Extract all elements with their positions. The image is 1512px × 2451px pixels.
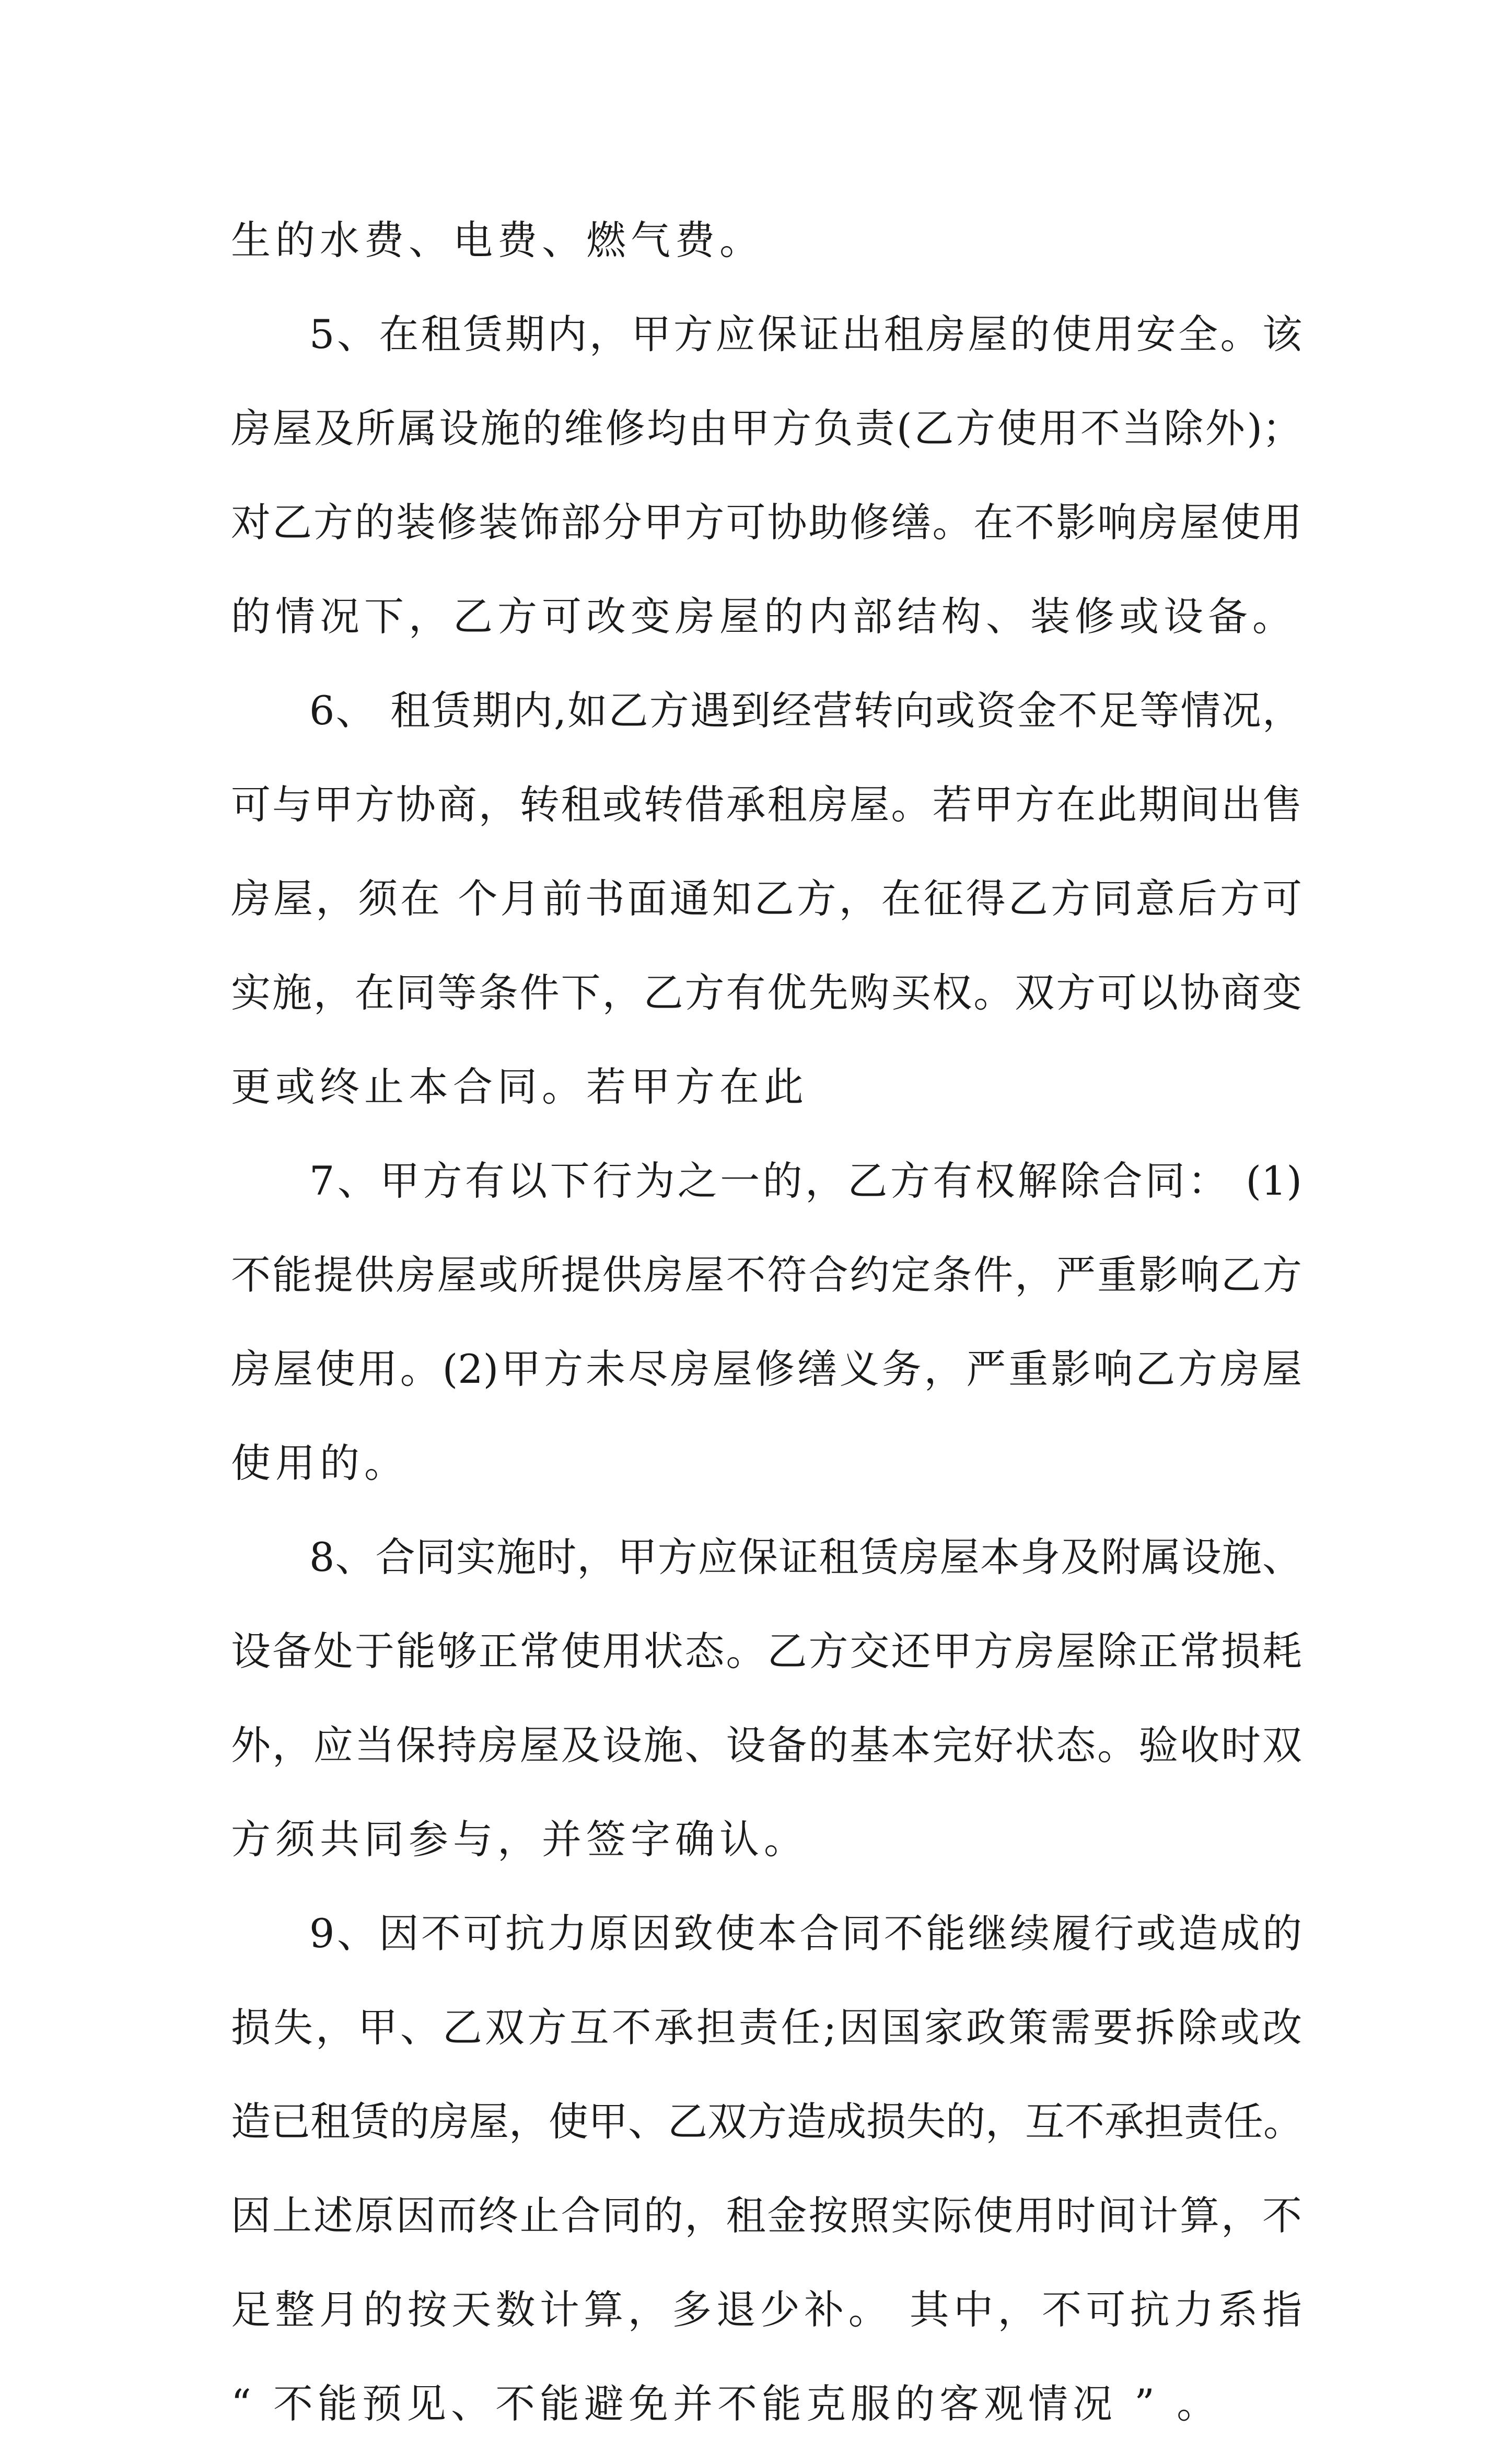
clause-6-line-5: 更或终止本合同。若甲方在此 bbox=[231, 1063, 808, 1110]
clause-5-line-1: 5、在租赁期内，甲方应保证出租房屋的使用安全。该 bbox=[309, 311, 1302, 357]
clause-7-line-2: 不能提供房屋或所提供房屋不符合约定条件，严重影响乙方 bbox=[231, 1252, 1302, 1298]
clause-9-line-3: 造已租赁的房屋，使甲、乙双方造成损失的，互不承担责任。 bbox=[231, 2098, 1303, 2145]
clause-6-line-3: 房屋，须在 个月前书面通知乙方，在征得乙方同意后方可 bbox=[231, 875, 1302, 922]
clause-9-line-2: 损失，甲、乙双方互不承担责任;因国家政策需要拆除或改 bbox=[231, 2004, 1302, 2051]
clause-7-line-3: 房屋使用。(2)甲方未尽房屋修缮义务，严重影响乙方房屋 bbox=[231, 1346, 1302, 1392]
clause-7-line-1: 7、甲方有以下行为之一的，乙方有权解除合同： (1) bbox=[309, 1158, 1302, 1204]
clause-9-line-5: 足整月的按天数计算，多退少补。 其中，不可抗力系指 bbox=[231, 2286, 1302, 2333]
text-line-1: 生的水费、电费、燃气费。 bbox=[231, 217, 764, 263]
clause-5-line-2: 房屋及所属设施的维修均由甲方负责(乙方使用不当除外)； bbox=[231, 405, 1302, 452]
clause-5-line-4: 的情况下，乙方可改变房屋的内部结构、装修或设备。 bbox=[231, 593, 1297, 640]
clause-6-line-2: 可与甲方协商，转租或转借承租房屋。若甲方在此期间出售 bbox=[231, 781, 1302, 828]
contract-text bbox=[231, 193, 1302, 2451]
clause-6-line-4: 实施，在同等条件下，乙方有优先购买权。双方可以协商变 bbox=[231, 969, 1302, 1016]
clause-8-line-2: 设备处于能够正常使用状态。乙方交还甲方房屋除正常损耗 bbox=[231, 1628, 1302, 1674]
clause-8-line-1: 8、合同实施时，甲方应保证租赁房屋本身及附属设施、 bbox=[309, 1534, 1302, 1580]
clause-9-line-4: 因上述原因而终止合同的，租金按照实际使用时间计算，不 bbox=[231, 2192, 1302, 2239]
clause-8-line-3: 外，应当保持房屋及设施、设备的基本完好状态。验收时双 bbox=[231, 1722, 1302, 1768]
clause-5-line-3: 对乙方的装修装饰部分甲方可协助修缮。在不影响房屋使用 bbox=[231, 499, 1302, 546]
clause-7-line-4: 使用的。 bbox=[231, 1440, 409, 1486]
clause-6-line-1: 6、 租赁期内,如乙方遇到经营转向或资金不足等情况， bbox=[309, 687, 1302, 734]
clause-9-line-6: “ 不能预见、不能避免并不能克服的客观情况 ” 。 bbox=[231, 2380, 1222, 2427]
clause-8-line-4: 方须共同参与，并签字确认。 bbox=[231, 1816, 808, 1863]
clause-9-line-1: 9、因不可抗力原因致使本合同不能继续履行或造成的 bbox=[309, 1910, 1302, 1957]
